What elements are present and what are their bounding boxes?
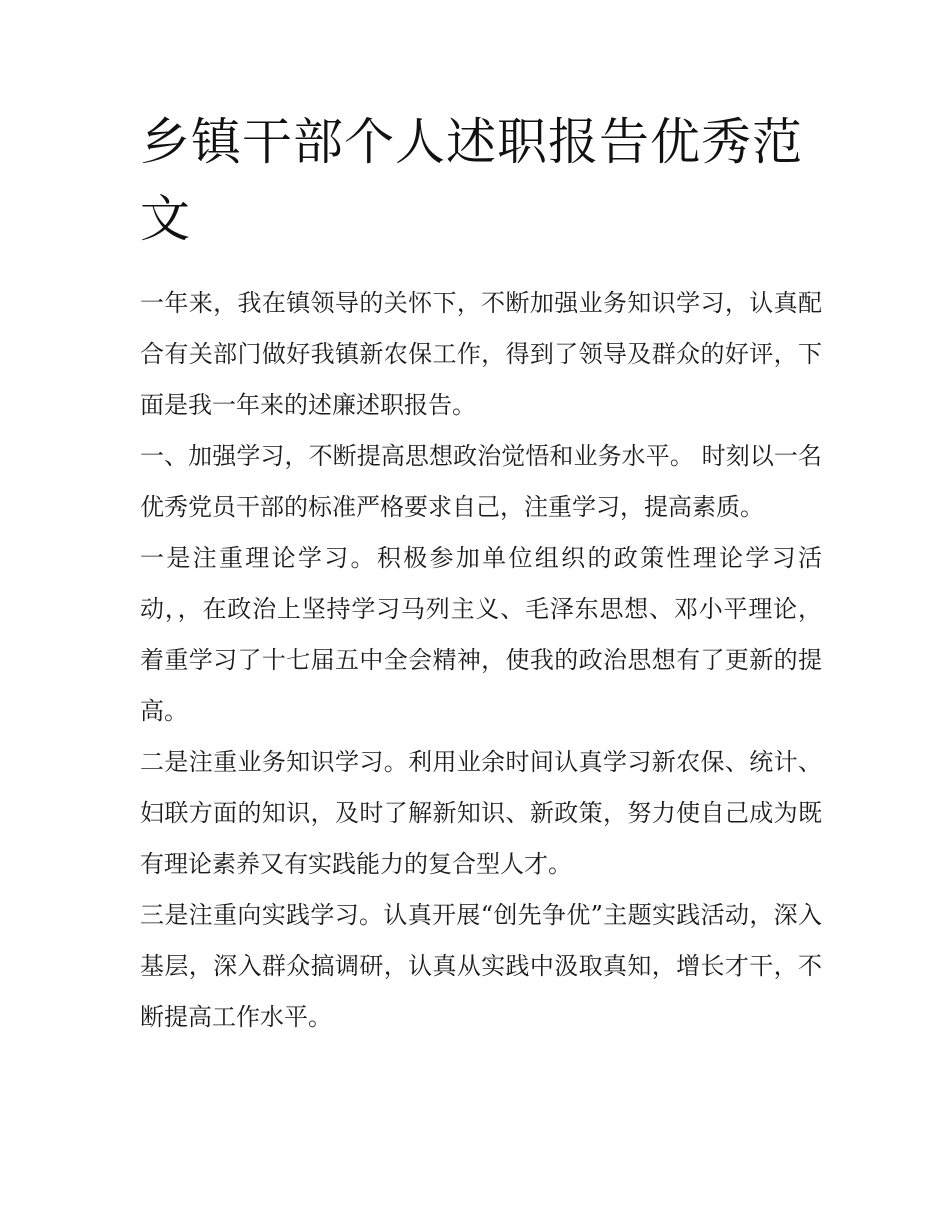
- paragraph-business-study: 二是注重业务知识学习。利用业余时间认真学习新农保、统计、妇联方面的知识，及时了解新知识、新政策，努力使自己成为既有理论素养又有实践能力的复合型人才。: [140, 748, 822, 878]
- paragraph-practice-study: 三是注重向实践学习。认真开展“创先争优”主题实践活动，深入基层，深入群众搞调研，认真从实践中汲取真知，增长才干，不断提高工作水平。: [140, 901, 822, 1031]
- paragraph-section-one: 一、加强学习，不断提高思想政治觉悟和业务水平。 时刻以一名优秀党员干部的标准严格要求自己，注重学习，提高素质。: [140, 442, 822, 521]
- paragraph-intro: 一年来，我在镇领导的关怀下，不断加强业务知识学习，认真配合有关部门做好我镇新农保工作，得到了领导及群众的好评，下面是我一年来的述廉述职报告。: [140, 289, 822, 419]
- paragraph-theory-study: 一是注重理论学习。积极参加单位组织的政策性理论学习活动，，在政治上坚持学习马列主义、毛泽东思想、邓小平理论，着重学习了十七届五中全会精神，使我的政治思想有了更新的提高。: [140, 544, 822, 725]
- document-title: 乡镇干部个人述职报告优秀范文: [140, 113, 803, 248]
- document-body: [140, 278, 822, 1043]
